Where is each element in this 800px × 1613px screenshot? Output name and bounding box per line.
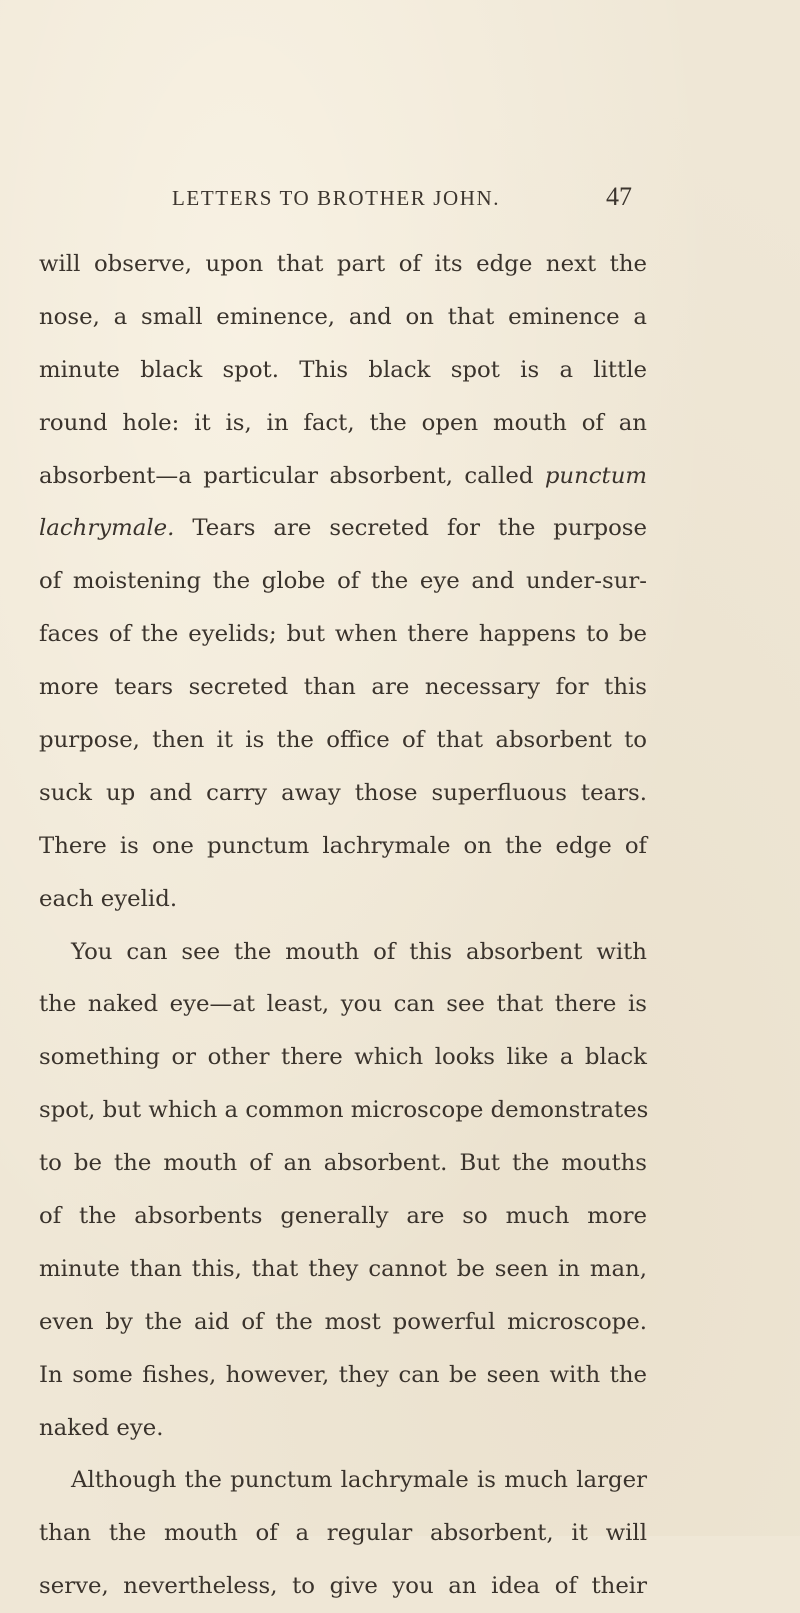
text-line: something or other there which looks like a black: [39, 1044, 647, 1071]
text-line: naked eye.: [39, 1414, 164, 1441]
text-line: of the absorbents generally are so much more: [39, 1203, 647, 1230]
italic-term: punctum: [544, 462, 647, 489]
text-line: serve, nevertheless, to give you an idea of their: [39, 1573, 647, 1600]
text-line: even by the aid of the most powerful microscope.: [39, 1308, 647, 1335]
text-line: minute black spot. This black spot is a little: [39, 356, 647, 383]
text-line: round hole: it is, in fact, the open mouth of an: [39, 409, 647, 436]
text-line: each eyelid.: [39, 885, 178, 912]
text-line: spot, but which a common microscope demonstrates: [39, 1097, 649, 1124]
text-line: more tears secreted than are necessary for this: [39, 674, 647, 701]
text-line: minute than this, that they cannot be seen in man,: [39, 1255, 647, 1282]
text-line: absorbent—a particular absorbent, called punctum: [39, 462, 647, 489]
italic-term: lachrymale.: [39, 515, 175, 542]
text-line: will observe, upon that part of its edge next the: [39, 251, 647, 277]
text-line: nose, a small eminence, and on that eminence a: [39, 303, 647, 330]
text-line: than the mouth of a regular absorbent, it will: [39, 1520, 647, 1547]
text-line: Although the punctum lachrymale is much larger: [71, 1467, 647, 1494]
running-head: LETTERS TO BROTHER JOHN.: [172, 186, 501, 210]
page-number: 47: [606, 182, 632, 211]
text-line: to be the mouth of an absorbent. But the mouths: [39, 1150, 647, 1177]
body-text: [39, 238, 647, 1613]
text-line: lachrymale. Tears are secreted for the purpose: [39, 515, 647, 542]
text-line: faces of the eyelids; but when there happens to be: [39, 621, 647, 648]
text-line: In some fishes, however, they can be seen with the: [39, 1361, 647, 1388]
text-line: of moistening the globe of the eye and under-sur-: [39, 568, 647, 595]
text-line: suck up and carry away those superfluous tears.: [39, 779, 647, 806]
text-line: purpose, then it is the office of that absorbent to: [39, 727, 647, 754]
text-line: You can see the mouth of this absorbent with: [71, 938, 647, 965]
text-line: the naked eye—at least, you can see that there is: [39, 991, 647, 1018]
text-line: There is one punctum lachrymale on the edge of: [39, 832, 647, 859]
